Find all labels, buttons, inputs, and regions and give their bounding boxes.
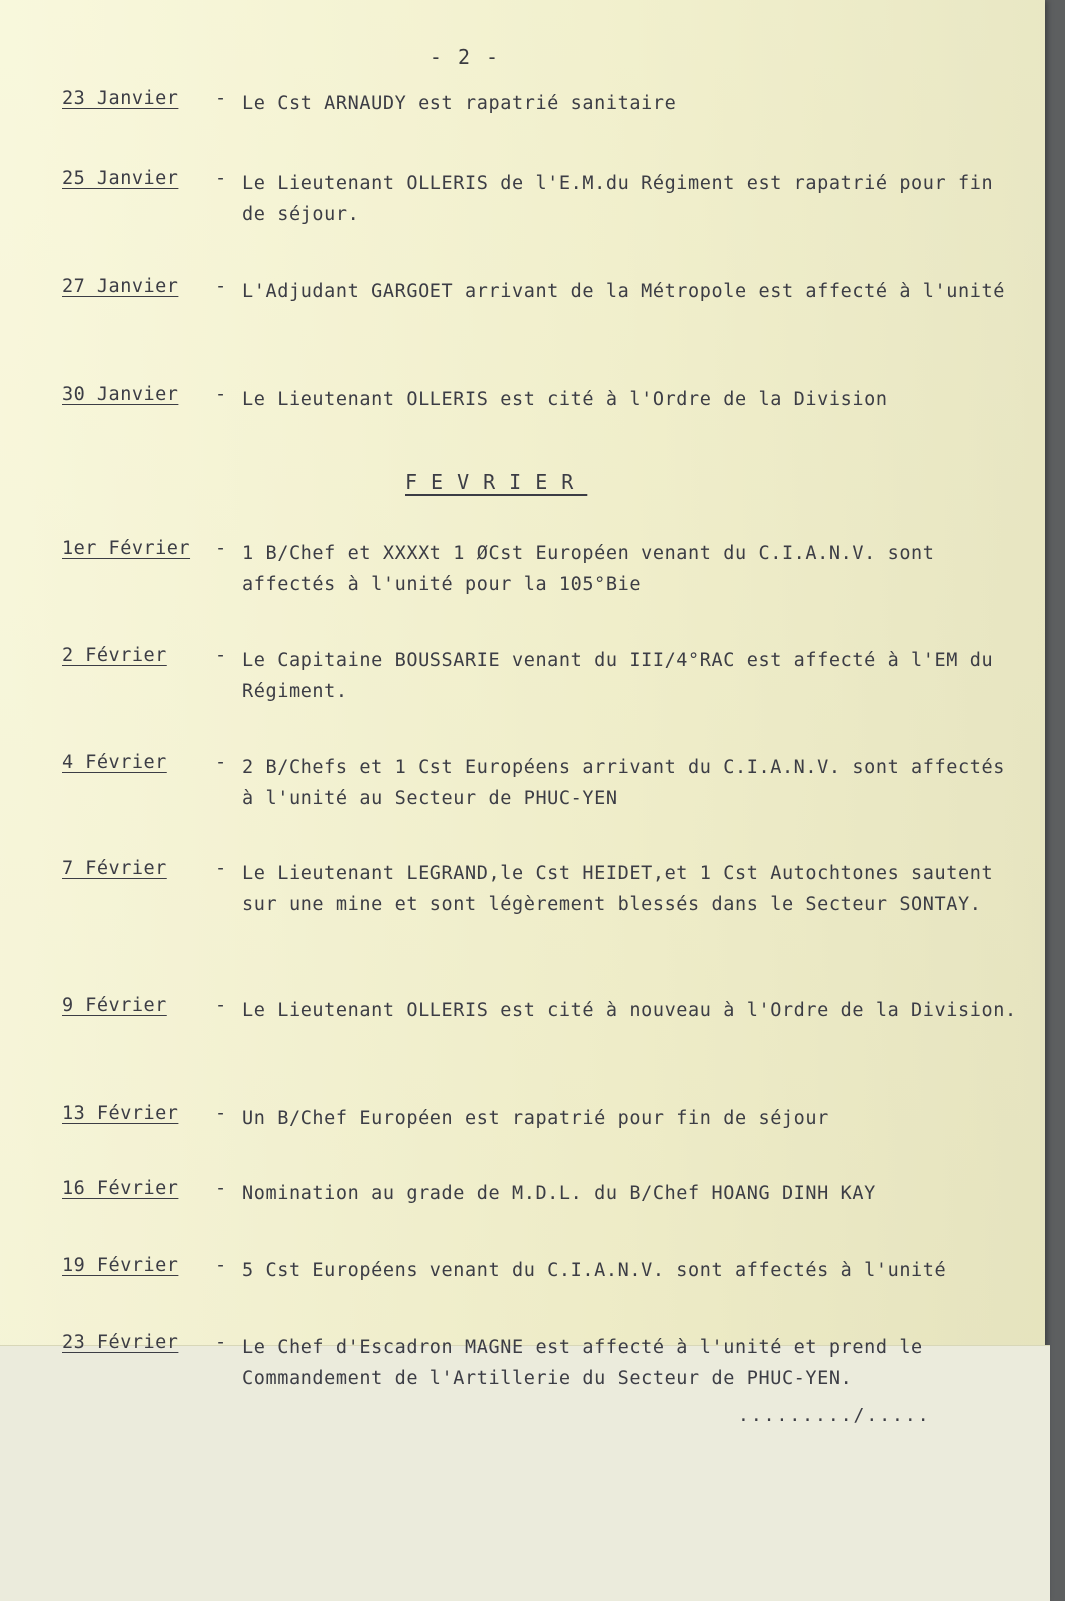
entry-text: Le Lieutenant LEGRAND,le Cst HEIDET,et 1 Cst Autochtones sautent sur une mine et sont légèrement blessés dans le Secteur SONTAY. [242, 863, 994, 915]
entry-text: Le Lieutenant OLLERIS est cité à l'Ordre de la Division [242, 389, 888, 410]
entry-date: 19 Février [62, 1255, 179, 1276]
entry-text: Un B/Chef Européen est rapatrié pour fin de séjour [242, 1108, 829, 1129]
entry-dash: - [215, 858, 227, 879]
entry-date: 7 Février [62, 858, 167, 879]
entry-dash: - [215, 752, 227, 773]
entry-text: 1 B/Chef et XXXXt 1 ØCst Européen venant du C.I.A.N.V. sont affectés à l'unité pour la 105°Bie [242, 543, 935, 595]
entry-date: 13 Février [62, 1103, 179, 1124]
entry-date: 25 Janvier [62, 168, 179, 189]
entry-date: 9 Février [62, 995, 167, 1016]
entry-dash: - [215, 1178, 227, 1199]
entry-date: 23 Janvier [62, 88, 179, 109]
entry-dash: - [215, 88, 227, 109]
entry-dash: - [215, 276, 227, 297]
section-heading-february: FEVRIER [405, 470, 588, 494]
page-number: - 2 - [429, 45, 501, 69]
entry-text: Le Lieutenant OLLERIS est cité à nouveau à l'Ordre de la Division. [242, 1000, 1017, 1021]
entry-dash: - [215, 1103, 227, 1124]
entry-text: Le Capitaine BOUSSARIE venant du III/4°RAC est affecté à l'EM du Régiment. [242, 650, 994, 702]
entry-date: 16 Février [62, 1178, 179, 1199]
entry-dash: - [215, 384, 227, 405]
entry-text: Le Lieutenant OLLERIS de l'E.M.du Régiment est rapatrié pour fin de séjour. [242, 173, 994, 225]
entry-text: L'Adjudant GARGOET arrivant de la Métropole est affecté à l'unité [242, 281, 1005, 302]
entry-dash: - [215, 538, 227, 559]
entry-dash: - [215, 1332, 227, 1353]
entry-dash: - [215, 995, 227, 1016]
entry-dash: - [215, 645, 227, 666]
entry-dash: - [215, 168, 227, 189]
entry-date: 2 Février [62, 645, 167, 666]
entry-date: 23 Février [62, 1332, 179, 1353]
entry-date: 4 Février [62, 752, 167, 773]
entry-date: 27 Janvier [62, 276, 179, 297]
entry-text: Le Cst ARNAUDY est rapatrié sanitaire [242, 93, 677, 114]
entry-text: Le Chef d'Escadron MAGNE est affecté à l'unité et prend le Commandement de l'Artillerie du Secteur de PHUC-YEN. [242, 1337, 923, 1389]
entry-dash: - [215, 1255, 227, 1276]
continuation-marker: ........./..... [738, 1405, 931, 1426]
entry-text: 2 B/Chefs et 1 Cst Européens arrivant du C.I.A.N.V. sont affectés à l'unité au Secteur de PHUC-YEN [242, 757, 1005, 809]
entry-date: 1er Février [62, 538, 191, 559]
entry-date: 30 Janvier [62, 384, 179, 405]
entry-text: Nomination au grade de M.D.L. du B/Chef HOANG DINH KAY [242, 1183, 876, 1204]
entry-text: 5 Cst Européens venant du C.I.A.N.V. sont affectés à l'unité [242, 1260, 947, 1281]
